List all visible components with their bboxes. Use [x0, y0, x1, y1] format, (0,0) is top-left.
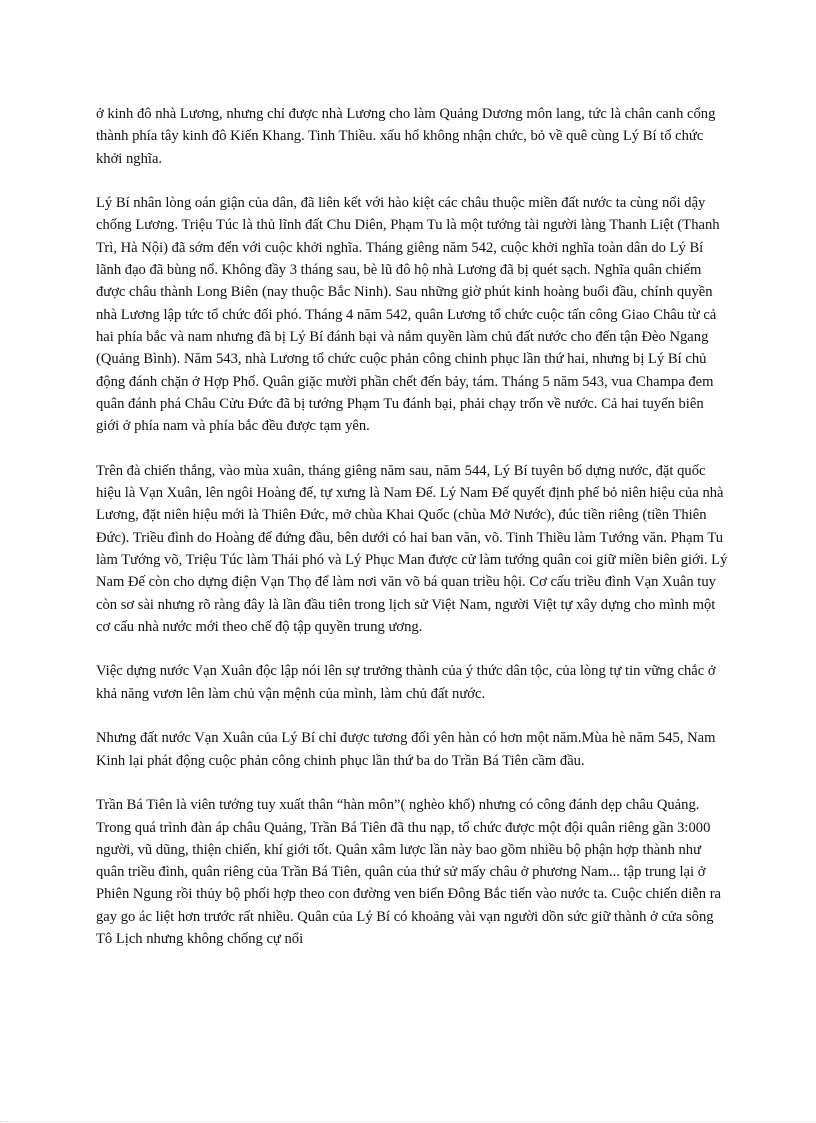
document-body: [96, 103, 730, 973]
paragraph-2: Lý Bí nhân lòng oán giận của dân, đã liên kết với hào kiệt các châu thuộc miền đất nước ta cùng nổi dậy chống Lương. Triệu Túc là thủ lĩnh đất Chu Diên, Phạm Tu là một tướng tài người làng Thanh Liệt (Thanh Trì, Hà Nội) đã sớm đến với cuộc khởi nghĩa. Tháng giêng năm 542, cuộc khởi nghĩa toàn dân do Lý Bí lãnh đạo đã bùng nổ. Không đầy 3 tháng sau, bè lũ đô hộ nhà Lương đã bị quét sạch. Nghĩa quân chiếm được châu thành Long Biên (nay thuộc Bắc Ninh). Sau những giờ phút kinh hoàng buổi đầu, chính quyền nhà Lương lập tức tổ chức đối phó. Tháng 4 năm 542, quân Lương tổ chức cuộc tấn công Giao Châu từ cả hai phía bắc và nam nhưng đã bị Lý Bí đánh bại và nắm quyền làm chủ đất nước cho đến tận Đèo Ngang (Quảng Bình). Năm 543, nhà Lương tổ chức cuộc phản công chinh phục lần thứ hai, nhưng bị Lý Bí chủ động đánh chặn ở Hợp Phố. Quân giặc mười phần chết đến bảy, tám. Tháng 5 năm 543, vua Champa đem quân đánh phá Châu Cửu Đức đã bị tướng Phạm Tu đánh bại, phải chạy trốn về nước. Cả hai tuyến biên giới ở phía nam và phía bắc đều được tạm yên.: [96, 195, 720, 435]
paragraph-3: Trên đà chiến thắng, vào mùa xuân, tháng giêng năm sau, năm 544, Lý Bí tuyên bố dựng nước, đặt quốc hiệu là Vạn Xuân, lên ngôi Hoàng đế, tự xưng là Nam Đế. Lý Nam Đế quyết định phế bỏ niên hiệu của nhà Lương, đặt niên hiệu mới là Thiên Đức, mở chùa Khai Quốc (chùa Mở Nước), đúc tiền riêng (tiền Thiên Đức). Triều đình do Hoàng đế đứng đầu, bên dưới có hai ban văn, võ. Tinh Thiều làm Tướng văn. Phạm Tu làm Tướng võ, Triệu Túc làm Thái phó và Lý Phục Man được cử làm tướng quân coi giữ miền biên giới. Lý Nam Đế còn cho dựng điện Vạn Thọ để làm nơi văn võ bá quan triều hội. Cơ cấu triều đình Vạn Xuân tuy còn sơ sài nhưng rõ ràng đây là lần đầu tiên trong lịch sử Việt Nam, người Việt tự xây dựng cho mình một cơ cấu nhà nước mới theo chế độ tập quyền trung ương.: [96, 462, 728, 635]
paragraph-1: ở kinh đô nhà Lương, nhưng chỉ được nhà Lương cho làm Quảng Dương môn lang, tức là chân canh cổng thành phía tây kinh đô Kiến Khang. Tinh Thiều. xấu hổ không nhận chức, bỏ về quê cùng Lý Bí tổ chức khởi nghĩa.: [96, 106, 716, 167]
paragraph-5: Nhưng đất nước Vạn Xuân của Lý Bí chỉ được tương đối yên hàn có hơn một năm.Mùa hè năm 545, Nam Kinh lại phát động cuộc phản công chinh phục lần thứ ba do Trần Bá Tiên cầm đầu.: [96, 730, 716, 769]
page-bottom-border: [0, 1121, 816, 1122]
paragraph-6: Trần Bá Tiên là viên tướng tuy xuất thân “hàn môn”( nghèo khổ) nhưng có công đánh dẹp châu Quảng. Trong quá trình đàn áp châu Quảng, Trần Bá Tiên đã thu nạp, tổ chức được một đội quân riêng gần 3:000 người, vũ dũng, thiện chiến, khí giới tốt. Quân xâm lược lần này bao gồm nhiều bộ phận hợp thành như quân triều đình, quân riêng của Trần Bá Tiên, quân của thứ sử mấy châu ở phương Nam... tập trung lại ở Phiên Ngung rồi thủy bộ phối hợp theo con đường ven biển Đông Bắc tiến vào nước ta. Cuộc chiến diễn ra gay go ác liệt hơn trước rất nhiều. Quân của Lý Bí có khoảng vài vạn người dồn sức giữ thành ở cửa sông Tô Lịch nhưng không chống cự nổi: [96, 797, 722, 947]
paragraph-4: Việc dựng nước Vạn Xuân độc lập nói lên sự trưởng thành của ý thức dân tộc, của lòng tự tin vững chắc ở khả năng vươn lên làm chủ vận mệnh của mình, làm chủ đất nước.: [96, 663, 716, 702]
